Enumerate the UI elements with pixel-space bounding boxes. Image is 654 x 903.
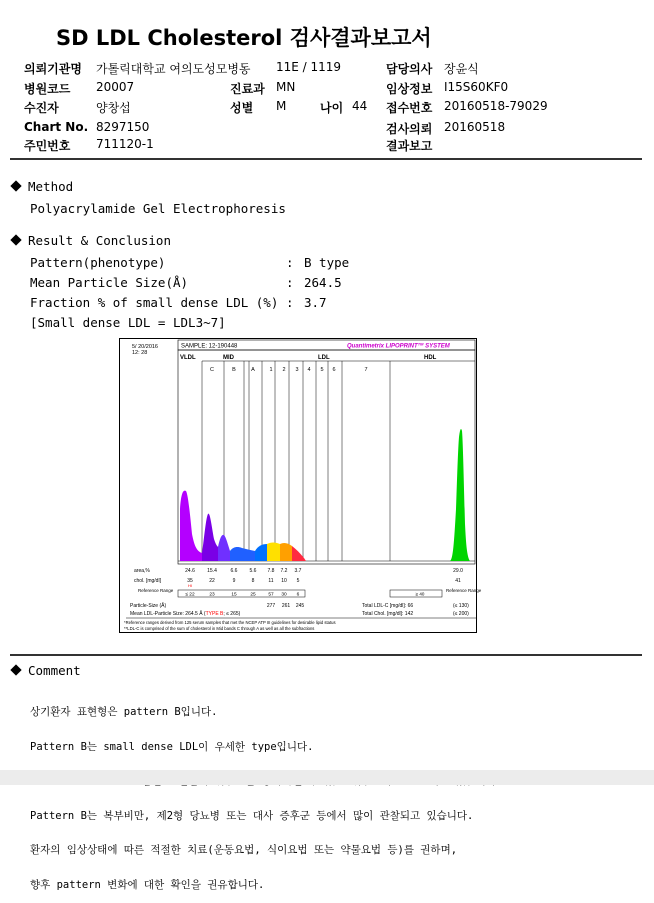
doctor-value: 장윤식 <box>444 62 479 76</box>
hospcode-label: 병원코드 <box>24 82 71 96</box>
testreq-value: 20160518 <box>444 120 506 134</box>
chart-no-label: Chart No. <box>24 120 89 134</box>
comment-line: Pattern B는 small dense LDL이 우세한 type입니다. <box>30 740 314 753</box>
area-row-cell: 3.7 <box>294 568 302 574</box>
vldl-peak <box>180 491 202 561</box>
receipt-label: 접수번호 <box>386 101 433 115</box>
footnote-1: *Reference ranges derived from 125 serum samples that met the NCEP ATP III guidelines for desirable lipid status <box>124 620 336 625</box>
comment-line: 환자의 임상상태에 따른 적절한 치료(운동요법, 식이요법 또는 약물요법 등)를 권하며, <box>30 844 458 856</box>
group-vldl: VLDL <box>180 355 196 361</box>
result-heading <box>12 233 171 248</box>
sex-label: 성별 <box>230 101 254 115</box>
chart-time: 12: 28 <box>132 350 148 356</box>
chart-date: 5/ 20/2016 <box>132 344 158 350</box>
ps-row <box>267 603 305 609</box>
mps-colon: : <box>286 275 294 290</box>
pattern-value: B type <box>304 255 350 270</box>
ps-cell: 277 <box>266 603 276 609</box>
mps-label: Mean Particle Size(Å) <box>30 275 189 290</box>
ref-label-right: Reference Range <box>446 588 482 593</box>
testreq-label: 검사의뢰 <box>386 122 433 136</box>
ldl3-peak <box>280 543 292 561</box>
band-separators <box>202 361 390 561</box>
band-label: 1 <box>269 367 273 373</box>
total-chol-ref: (≤ 200) <box>453 611 469 617</box>
footnote-2: **LDL-C is comprised of the sum of cholesterol in Mid bands C through A as well as all the subfractions <box>124 626 315 631</box>
ref-row-cell: 23 <box>209 592 215 598</box>
report-label: 결과보고 <box>386 139 433 153</box>
result-heading-text: Result & Conclusion <box>28 233 171 248</box>
comment-heading <box>12 663 81 678</box>
ps-label: Particle-Size (Å) <box>130 603 167 609</box>
chol-row-cell: 11 <box>268 578 274 584</box>
fraction-colon: : <box>286 295 294 310</box>
group-mid: MID <box>223 355 234 361</box>
chol-row-cell: 10 <box>281 578 287 584</box>
diamond-bullet-icon <box>10 180 21 191</box>
patient-label: 수진자 <box>24 101 59 115</box>
receipt-value: 20160518-79029 <box>444 99 548 113</box>
report-title: SD LDL Cholesterol 검사결과보고서 <box>56 26 432 50</box>
mid-c-peak <box>202 514 218 561</box>
area-row-cell: 6.6 <box>230 568 238 574</box>
chart-sample: SAMPLE: 12-190448 <box>181 343 238 350</box>
ps-cell: 261 <box>281 603 291 609</box>
row-area-label: area,% <box>134 568 150 574</box>
ref-row-cell: 6 <box>296 592 300 598</box>
ref-label: Reference Range <box>138 588 174 593</box>
institution-label: 의뢰기관명 <box>24 62 82 76</box>
chol-row <box>187 578 299 584</box>
chol-flag: HI <box>188 583 192 588</box>
dept-value: MN <box>276 80 296 94</box>
band-label: B <box>232 367 236 373</box>
band-label: C <box>210 367 214 373</box>
chol-row-cell: 35 <box>187 578 193 584</box>
area-row-cell: 15.4 <box>207 568 217 574</box>
electrophoresis-chart <box>119 338 482 633</box>
ref-row-cell: ≤ 22 <box>185 592 195 598</box>
pattern-colon: : <box>286 255 294 270</box>
clinical-value: I15S60KF0 <box>444 80 509 94</box>
mid-b-peak <box>218 535 230 561</box>
method-heading <box>12 179 73 194</box>
hospcode-value: 20007 <box>96 80 135 94</box>
hdl-chol: 41 <box>455 578 461 584</box>
ward-value: 11E / 1119 <box>276 60 342 74</box>
hdl-ref: ≥ 40 <box>415 591 425 597</box>
comment-heading-text: Comment <box>28 663 81 678</box>
hdl-peak <box>450 429 470 561</box>
band-label: A <box>251 367 255 373</box>
age-value: 44 <box>352 99 368 113</box>
band-label: 3 <box>295 367 299 373</box>
diamond-bullet-icon <box>10 664 21 675</box>
band-label: 7 <box>364 367 368 373</box>
method-text: Polyacrylamide Gel Electrophoresis <box>30 201 286 216</box>
institution-value: 가톨릭대학교 여의도성모병동 <box>96 62 251 76</box>
area-row <box>185 568 302 574</box>
comment-line: 상기환자 표현형은 pattern B입니다. <box>30 706 218 718</box>
chol-row-cell: 22 <box>209 578 215 584</box>
mean-ps: Mean LDL-Particle Size: 264.5 Å (TYPE B; ≤ 265) <box>130 611 241 617</box>
comment-line: Pattern B는 복부비만, 제2형 당뇨병 또는 대사 증후군 등에서 많이 관찰되고 있습니다. <box>30 809 474 822</box>
ref-row-cell: 30 <box>281 592 287 598</box>
area-row-cell: 24.6 <box>185 568 195 574</box>
ref-row-cell: 25 <box>250 592 256 598</box>
ldl4-peak <box>292 546 306 561</box>
area-row-cell: 7.8 <box>267 568 275 574</box>
ps-cell: 245 <box>295 603 305 609</box>
clinical-label: 임상정보 <box>386 82 433 96</box>
chol-row-cell: 9 <box>232 578 236 584</box>
pattern-label: Pattern(phenotype) <box>30 255 166 270</box>
divider-bottom <box>10 654 642 656</box>
ldl1-peak <box>255 544 267 561</box>
dept-label: 진료과 <box>230 82 265 96</box>
chart-no-value: 8297150 <box>96 120 150 134</box>
electrophoresis-peaks <box>180 429 470 561</box>
comment-line: 향후 pattern 변화에 대한 확인을 권유합니다. <box>30 878 265 891</box>
band-label: 5 <box>320 367 324 373</box>
total-chol: Total Chol. [mg/dl]: 142 <box>362 611 414 617</box>
bottom-bar <box>0 770 654 785</box>
ref-row-cell: 57 <box>268 592 274 598</box>
area-row-cell: 5.6 <box>249 568 257 574</box>
band-label: 4 <box>307 367 311 373</box>
ref-row <box>185 592 299 598</box>
comment-body <box>30 684 502 903</box>
method-heading-text: Method <box>28 179 74 194</box>
fraction-label: Fraction % of small dense LDL (%) <box>30 295 279 310</box>
total-ldlc-ref: (≤ 130) <box>453 603 469 609</box>
band-label: 6 <box>332 367 336 373</box>
total-ldlc: Total LDL-C [mg/dl]: 66 <box>362 603 414 609</box>
rrn-value: 711120-1 <box>96 137 154 151</box>
chol-row-cell: 8 <box>251 578 255 584</box>
age-label: 나이 <box>320 101 344 115</box>
ldl2-peak <box>267 543 280 562</box>
rrn-label: 주민번호 <box>24 139 71 153</box>
mps-value: 264.5 <box>304 275 342 290</box>
sex-value: M <box>276 99 287 113</box>
group-hdl: HDL <box>424 355 437 361</box>
chart-brand: Quantimetrix LIPOPRINT™ SYSTEM <box>347 341 450 350</box>
divider-top <box>10 158 642 160</box>
group-ldl: LDL <box>318 355 330 361</box>
chol-row-cell: 5 <box>296 578 300 584</box>
area-row-cell: 7.2 <box>280 568 288 574</box>
sdldl-note: [Small dense LDL = LDL3~7] <box>30 315 226 330</box>
doctor-label: 담당의사 <box>386 62 433 76</box>
diamond-bullet-icon <box>10 234 21 245</box>
patient-value: 양창섭 <box>96 101 131 115</box>
chart-svg <box>120 339 482 632</box>
fraction-value: 3.7 <box>304 295 327 310</box>
mid-a-peak <box>230 547 255 561</box>
band-label: 2 <box>282 367 286 373</box>
ref-row-cell: 15 <box>231 592 237 598</box>
row-chol-label: chol. [mg/dl] <box>134 578 161 584</box>
hdl-area: 29.0 <box>453 568 463 574</box>
plot-frame <box>178 350 475 564</box>
